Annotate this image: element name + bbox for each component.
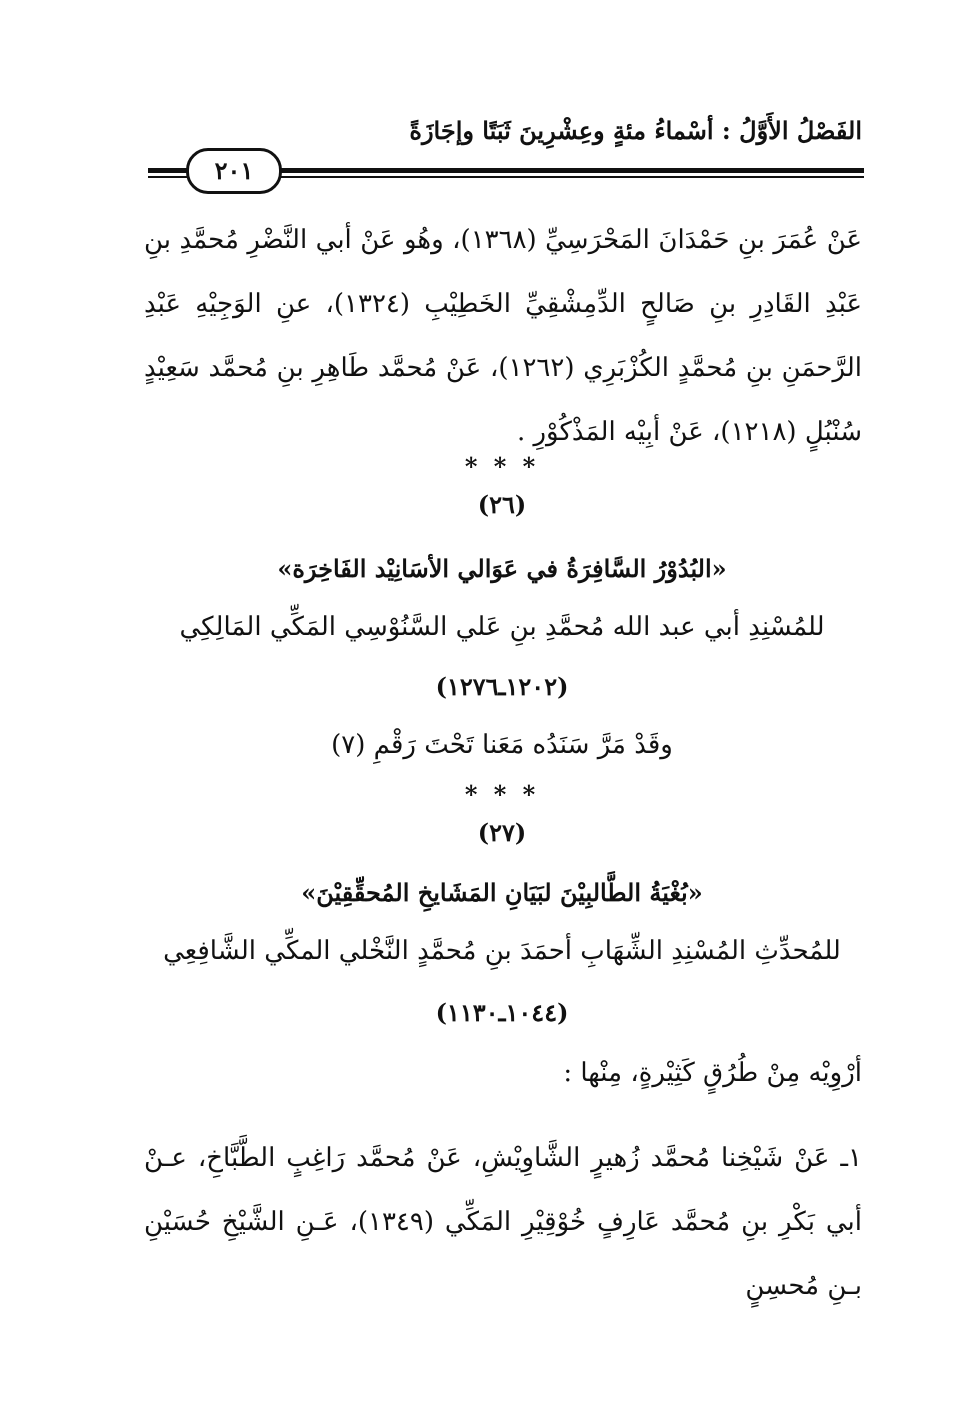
entry-title-27: «بُغْيَةُ الطَّالبِيْنَ لبَيَانِ المَشَايخِ المُحقِّقِيْنَ» xyxy=(301,878,703,907)
entry-note-26: وقَدْ مَرَّ سَنَدُه مَعَنا تَحْتَ رَقْمِ (٧) xyxy=(331,730,673,760)
paragraph-chain: عَنْ عُمَرَ بنِ حَمْدَانَ المَحْرَسِيِّ (١٣٦٨)، وهُو عَنْ أبي النَّضْرِ مُحمَّدِ بنِ عَبْدِ القَادِرِ بنِ صَالحٍ الدِّمِشْقِيِّ الخَطِيْبِ (١٣٢٤)، عنِ الوَجِيْهِ عَبْدِ الرَّحمَنِ بنِ مُحمَّدٍ الكُزْبَرِي (١٢٦٢)، عَنْ مُحمَّد طَاهِرِ بنِ مُحمَّد سَعِيْدٍ سُنْبُلٍ (١٢١٨)، عَنْ أبِيْه المَذْكُوْرِ . xyxy=(144,225,862,447)
section-separator: * * * xyxy=(464,452,540,481)
entry-dates-26: (١٢٠٢ـ١٢٧٦) xyxy=(435,672,569,701)
entry-number-27: (٢٧) xyxy=(477,818,527,847)
entry-intro-27: أرْوِيْه مِنْ طُرُقٍ كَثِيْرةٍ، مِنْها : xyxy=(563,1058,862,1088)
entry-dates-27: (١٠٤٤ـ١١٣٠) xyxy=(435,998,569,1027)
entry-number-26: (٢٦) xyxy=(477,490,527,519)
entry-title-26: «البُدُوْرُ السَّافِرَةُ في عَوَالي الأسَانِيْد الفَاخِرَة» xyxy=(277,554,727,583)
running-title: الفَصْلُ الأَوَّلُ : أسْماءُ مئةٍ وعِشْرِينَ ثَبَتًا وإجَازَةً xyxy=(409,116,862,145)
chain-item-1: ١ـ عَنْ شَيْخِنا مُحمَّد زُهيرٍ الشَّاوِيْشِ، عَنْ مُحمَّد رَاغِبٍ الطَّبَّاخِ، عـنْ أبي بَكْرِ بنِ مُحمَّد عَارِفٍ خُوْقِيْرِ المَكِّي (١٣٤٩)، عَـنِ الشَّيْخِ حُسَيْنِ بـنِ مُحسِنٍ xyxy=(144,1143,862,1301)
page-number: ٢٠١ xyxy=(186,148,282,194)
section-separator: * * * xyxy=(464,780,540,809)
entry-author-26: للمُسْنِدِ أبي عبد الله مُحمَّدِ بنِ عَلي السَّنُوْسِي المَكِّي المَالِكِي xyxy=(179,612,825,642)
entry-author-27: للمُحدِّثِ المُسْنِدِ الشِّهَابِ أحمَدَ بنِ مُحمَّدٍ النَّخْلي المكِّي الشَّافِعِي xyxy=(163,936,841,966)
